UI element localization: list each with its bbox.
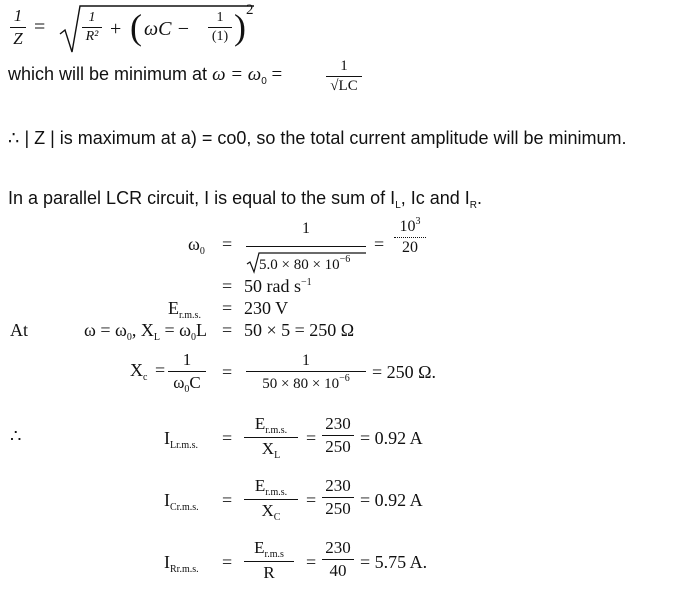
fraction-denominator	[244, 439, 298, 461]
statement-mid: , Ic and I	[400, 188, 470, 208]
base: 10	[399, 218, 416, 235]
fraction-one-over-one	[208, 10, 232, 45]
condition-expression	[84, 320, 207, 343]
fraction-one-over-product	[246, 352, 366, 393]
fraction-numerator: 1	[88, 10, 96, 25]
maximum-statement: ∴ | Z | is maximum at a) = co0, so the total current amplitude will be minimum.	[8, 128, 627, 148]
minimum-statement	[8, 64, 287, 87]
ir-value: = 5.75 A.	[360, 552, 428, 572]
fraction-denominator: 20	[402, 239, 418, 256]
fraction-denominator: 40	[329, 561, 347, 580]
xl-value: 50 × 5 = 250 Ω	[244, 320, 355, 340]
statement-end: .	[477, 188, 483, 208]
fraction-numerator: 1	[340, 58, 348, 74]
parallel-circuit-statement	[8, 188, 482, 211]
e-symbol: E	[254, 476, 266, 495]
subscript: 0	[190, 332, 196, 343]
value-text: 50 rad s	[244, 276, 301, 296]
subscript: 0	[184, 384, 190, 395]
fraction-denominator: R²	[85, 29, 99, 44]
omega-value	[244, 276, 312, 297]
exponent: −1	[301, 277, 312, 288]
fraction-denominator: √LC	[330, 78, 358, 94]
subscript: Cr.m.s.	[170, 502, 199, 513]
e-symbol: E	[254, 414, 266, 433]
therefore-symbol: ∴	[10, 426, 22, 446]
equals-sign: =	[222, 234, 233, 254]
fraction-erms-over-xc	[244, 476, 298, 523]
fraction-denominator: 250	[325, 499, 351, 518]
fraction-one-over-r-squared	[82, 10, 102, 45]
fraction-denominator: Z	[13, 29, 23, 48]
symbol: I	[164, 428, 170, 448]
subscript: Lr.m.s.	[170, 440, 199, 451]
fraction-one-over-root-lc	[326, 58, 362, 95]
xc-label	[130, 360, 147, 383]
erms-value: 230 V	[244, 298, 289, 318]
root-content: 5.0 × 80 × 10	[259, 257, 340, 273]
fraction-230-over-250	[322, 476, 354, 519]
fraction-230-over-250	[322, 414, 354, 457]
equals-omega: = ω	[159, 320, 191, 340]
subscript: r.m.s.	[179, 310, 201, 321]
subscript: r.m.s.	[265, 425, 288, 436]
fraction-numerator	[244, 538, 294, 560]
fraction-denominator	[244, 501, 298, 523]
subscript: L	[153, 332, 160, 343]
close-paren: )	[234, 7, 246, 47]
plus-sign: +	[110, 18, 122, 40]
equals-sign: =	[306, 552, 317, 572]
fraction-numerator	[244, 414, 298, 436]
equals-sign: =	[155, 360, 166, 380]
fraction-numerator	[394, 216, 426, 236]
omega-zero-label	[188, 234, 205, 257]
omega-subscript: 0	[199, 246, 205, 257]
l-symbol: L	[195, 320, 207, 340]
fraction-numerator: 230	[325, 414, 351, 433]
omega-symbol: ω	[188, 234, 200, 254]
fraction-numerator	[244, 476, 298, 498]
fraction-denominator	[246, 373, 366, 393]
e-symbol: E	[254, 538, 265, 557]
equals-sign: =	[306, 490, 317, 510]
fraction-one-over-omega-c	[168, 350, 206, 395]
xl-label: , X	[131, 320, 154, 340]
symbol: E	[168, 298, 179, 318]
equals-sign: =	[374, 234, 385, 254]
xc-value: = 250 Ω.	[372, 362, 437, 382]
ic-value: = 0.92 A	[360, 490, 423, 510]
exponent: 3	[415, 216, 421, 227]
power-exponent: 2	[246, 2, 254, 18]
subscript: Rr.m.s.	[170, 564, 199, 575]
subscript: r.m.s.	[265, 487, 288, 498]
c-symbol: C	[189, 373, 201, 392]
equals-sign: =	[222, 490, 233, 510]
fraction-ten-cubed-over-twenty	[394, 216, 426, 257]
equals-sign: =	[266, 64, 287, 85]
product: 50 × 80 × 10	[262, 376, 340, 392]
fraction-one-over-z	[10, 6, 26, 49]
subscript: 0	[126, 332, 132, 343]
subscript-r: R	[469, 200, 478, 211]
omega-expression: ω = ω	[212, 64, 262, 85]
il-rms-label	[164, 428, 198, 451]
fraction-numerator: 1	[302, 352, 310, 369]
equals-sign: =	[306, 428, 317, 448]
erms-label	[168, 298, 201, 321]
fraction-numerator: 1	[182, 350, 192, 369]
fraction-bar	[246, 246, 366, 247]
ic-rms-label	[164, 490, 199, 513]
exponent: −6	[339, 254, 351, 265]
fraction-230-over-40	[322, 538, 354, 581]
subscript: c	[143, 372, 148, 383]
at-label: At	[10, 320, 28, 340]
fraction-erms-over-xl	[244, 414, 298, 461]
fraction-numerator: 1	[216, 10, 224, 25]
symbol: I	[164, 490, 170, 510]
equals-sign: =	[222, 362, 233, 382]
exponent: −6	[339, 373, 350, 384]
omega: ω	[173, 373, 185, 392]
fraction-numerator: 1	[302, 220, 310, 237]
fraction-denominator: (1)	[211, 29, 229, 44]
fraction-erms-over-r	[244, 538, 294, 583]
symbol: X	[130, 360, 143, 380]
equals-sign: =	[222, 298, 233, 318]
fraction-denominator	[259, 254, 350, 274]
subscript: L	[274, 450, 281, 461]
equals-sign: =	[222, 276, 233, 296]
statement-text: In a parallel LCR circuit, I is equal to the sum of I	[8, 188, 396, 208]
x-symbol: X	[261, 501, 274, 520]
symbol: I	[164, 552, 170, 572]
equals-sign: =	[222, 552, 233, 572]
fraction-numerator: 1	[13, 6, 23, 25]
omega-subscript: 0	[261, 76, 267, 87]
il-value: = 0.92 A	[360, 428, 423, 448]
fraction-denominator: R	[263, 563, 275, 582]
equals-sign: =	[222, 428, 233, 448]
equals-sign: =	[222, 320, 233, 340]
omega-c-term: ωC −	[144, 18, 190, 40]
equals-sign: =	[34, 16, 46, 38]
subscript-l: L	[395, 200, 401, 211]
subscript: r.m.s	[264, 549, 284, 560]
open-paren: (	[130, 7, 142, 47]
omega-equals: ω = ω	[84, 320, 127, 340]
subscript: C	[273, 512, 281, 523]
fraction-numerator: 230	[325, 538, 351, 557]
ir-rms-label	[164, 552, 199, 575]
minimum-text: which will be minimum at	[8, 64, 213, 84]
fraction-denominator: 250	[325, 437, 351, 456]
fraction-denominator	[168, 373, 206, 395]
x-symbol: X	[261, 439, 275, 458]
fraction-numerator: 230	[325, 476, 351, 495]
